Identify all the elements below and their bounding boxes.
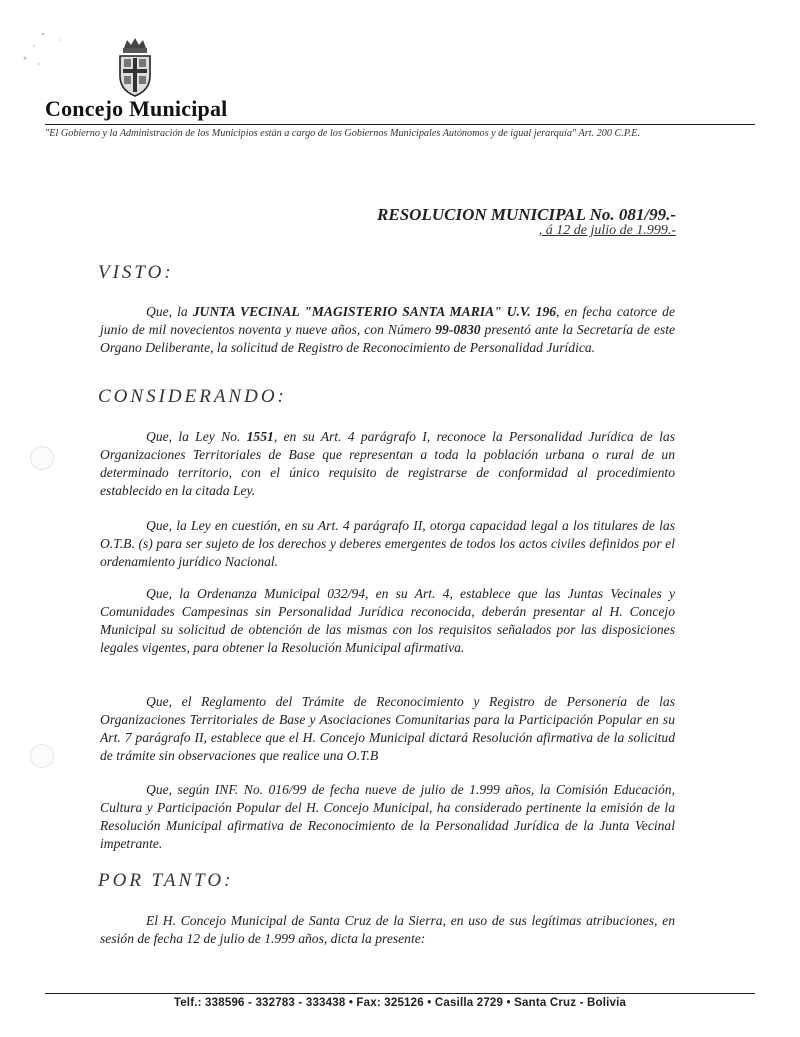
section-por-tanto: POR TANTO:	[98, 870, 234, 891]
por-tanto-paragraph: El H. Concejo Municipal de Santa Cruz de la Sierra, en uso de sus legítimas atribuciones, en sesión de fecha 12 de julio de 1.999 años, dicta la presente:	[100, 913, 675, 946]
punch-hole	[30, 446, 54, 470]
section-considerando: CONSIDERANDO:	[98, 386, 287, 407]
constitutional-motto: "El Gobierno y la Administración de los Municipios están a cargo de los Gobiernos Municipales Autónomos y de igual jerarquía" Art. 200 C.P.E.	[45, 128, 641, 139]
section-visto: VISTO:	[98, 262, 174, 283]
resolution-number: RESOLUCION MUNICIPAL No. 081/99.-	[377, 205, 676, 224]
considerando-paragraph-3: Que, la Ordenanza Municipal 032/94, en su Art. 4, establece que las Juntas Vecinales y Comunidades Campesinas sin Personalidad Jurídica reconocida, deberán presentar al H. Concejo Municipal su solicitud de obtención de las mismas con los requisitos señalados por las disposiciones legales vigentes, para obtener la Resolución Municipal afirmativa.	[100, 586, 675, 655]
coat-of-arms-icon	[116, 34, 154, 98]
footer-contact: Telf.: 338596 - 332783 - 333438 • Fax: 325126 • Casilla 2729 • Santa Cruz - Bolivia	[173, 997, 627, 1009]
visto-paragraph: Que, la JUNTA VECINAL "MAGISTERIO SANTA MARIA" U.V. 196, en fecha catorce de junio de mil novecientos noventa y nueve años, con Número 99-0830 presentó ante la Secretaría de este Organo Deliberante, la solicitud de Registro de Reconocimiento de Personalidad Jurídica.	[100, 304, 676, 355]
considerando-paragraph-2: Que, la Ley en cuestión, en su Art. 4 parágrafo II, otorga capacidad legal a los titulares de las O.T.B. (s) para ser sujeto de los derechos y deberes emergentes de todos los actos civiles definidos por el ordenamiento jurídico Nacional.	[100, 518, 675, 569]
resolution-date: , á 12 de julio de 1.999.-	[538, 223, 676, 238]
header-divider	[45, 124, 755, 125]
considerando-paragraph-1: Que, la Ley No. 1551, en su Art. 4 parágrafo I, reconoce la Personalidad Jurídica de las Organizaciones Territoriales de Base que representan a toda la población urbana o rural de un determinado territorio, con el único requisito de registrarse de conformidad al procedimiento establecido en la citada Ley.	[100, 429, 675, 498]
considerando-paragraph-5: Que, según INF. No. 016/99 de fecha nueve de julio de 1.999 años, la Comisión Educación, Cultura y Participación Popular del H. Concejo Municipal, ha considerado pertinente la emisión de la Resolución Municipal afirmativa de Reconocimiento de la Personalidad Jurídica de la Junta Vecinal impetrante.	[100, 782, 675, 851]
footer-divider	[45, 993, 755, 994]
considerando-paragraph-4: Que, el Reglamento del Trámite de Reconocimiento y Registro de Personería de las Organizaciones Territoriales de Base y Asociaciones Comunitarias para la Participación Popular en su Art. 7 parágrafo II, establece que el H. Concejo Municipal dictará Resolución afirmativa de la solicitud de trámite sin observaciones que realice una O.T.B	[100, 694, 675, 763]
punch-hole	[30, 744, 54, 768]
organization-name: Concejo Municipal	[45, 96, 228, 121]
scan-smudge	[8, 20, 78, 80]
